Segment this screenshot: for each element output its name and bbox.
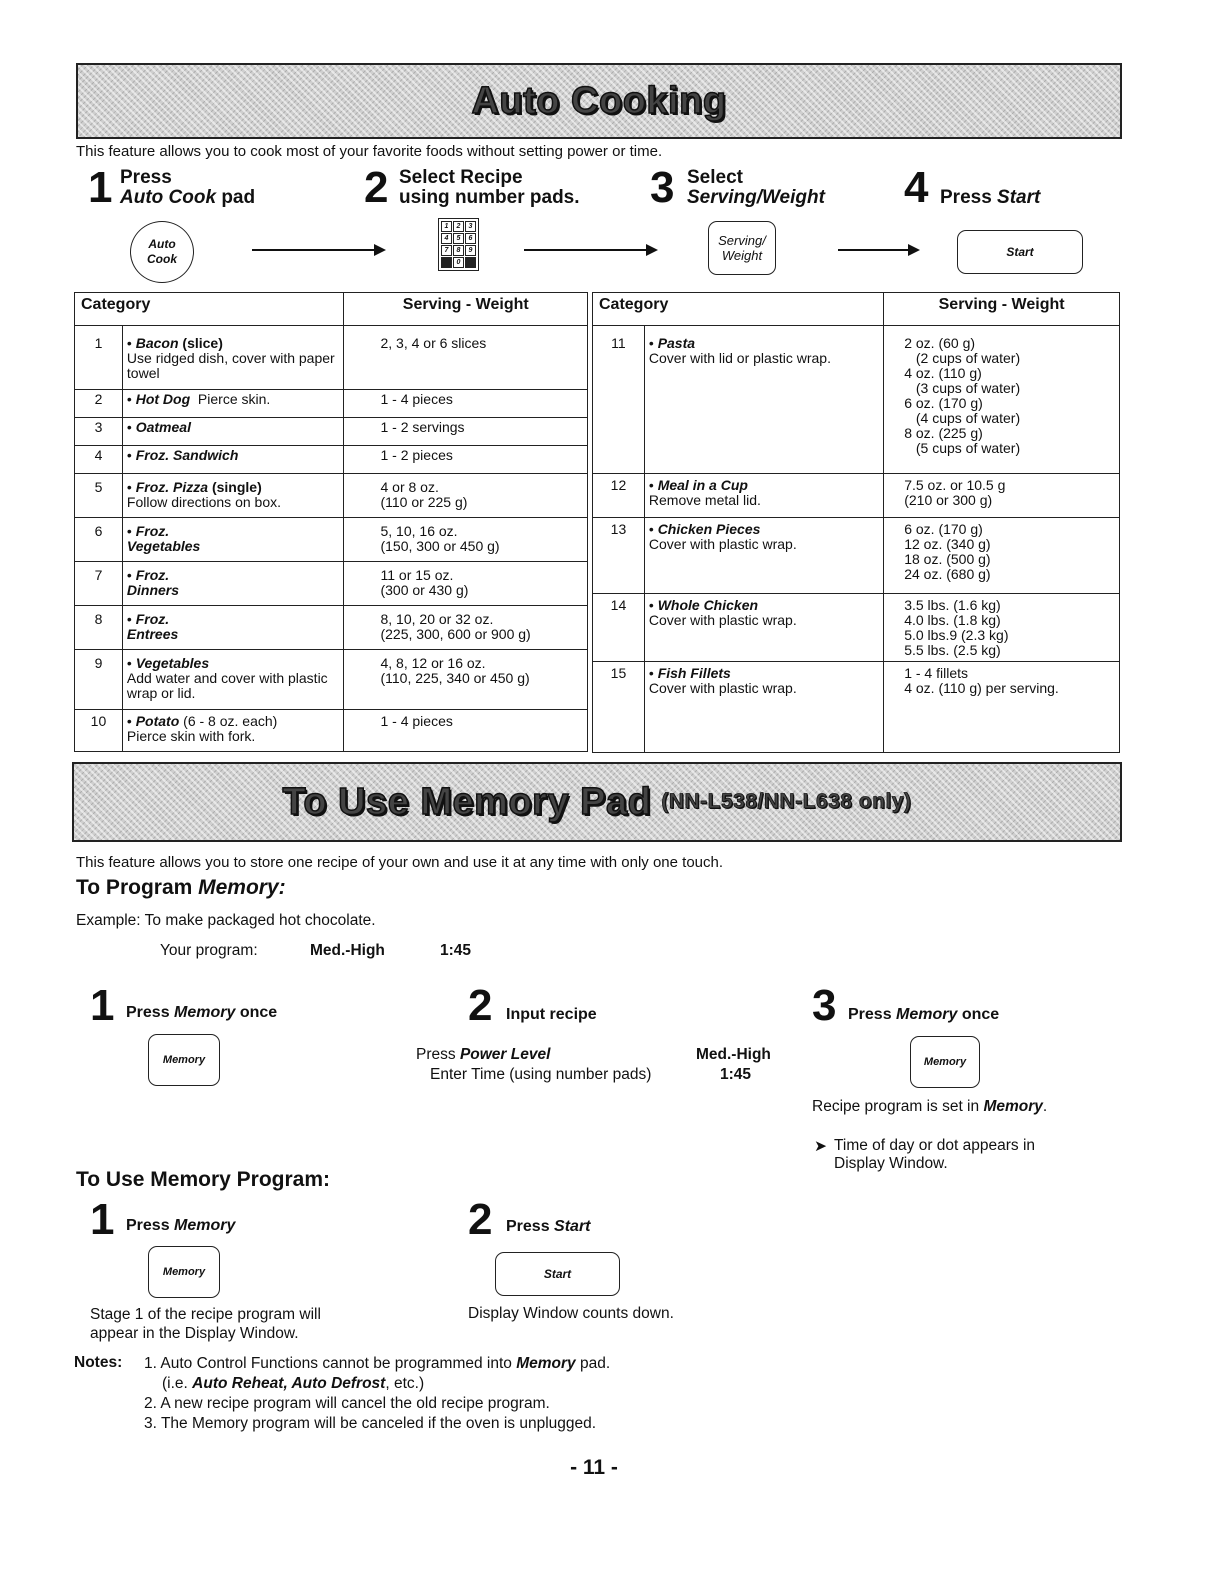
category-cell: • Meal in a Cup Remove metal lid. [644,474,883,518]
note-emph: Auto Reheat, Auto Defrost [192,1375,386,1392]
food-suffix: (slice) [178,335,223,351]
arrow-icon [838,249,918,251]
step-label-2: Serving/Weight [687,187,825,208]
set-text: Recipe program is set in [812,1098,984,1115]
step2-time-value: 1:45 [720,1066,752,1083]
note-2: 2. A new recipe program will cancel the old recipe program. [144,1395,550,1412]
set-emph: Memory [983,1098,1043,1115]
auto-cook-button[interactable] [130,221,194,283]
auto-cook-label-2: Cook [147,252,177,266]
food-name: Froz. Vegetables [126,523,201,554]
food-name: Fish Fillets [657,665,731,681]
row-number: 11 [593,326,645,474]
step-text: once [235,1004,278,1021]
program-memory-title [76,876,286,900]
step-emph: Memory [174,1217,236,1234]
notes-list [144,1354,610,1434]
memory-step-1-label [126,1004,277,1022]
food-name: Potato [135,713,180,729]
food-suffix: (6 - 8 oz. each) [179,713,278,729]
keypad-key[interactable]: 9 [465,245,476,256]
food-note: Cover with plastic wrap. [648,536,797,552]
row-number: 1 [75,326,123,390]
keypad-key[interactable]: 8 [453,245,464,256]
category-cell: • Whole Chicken Cover with plastic wrap. [644,594,883,662]
program-time: 1:45 [440,942,472,959]
step-label-emph: Auto Cook [120,187,217,208]
note-text: (i.e. [162,1375,193,1392]
row-number: 4 [75,446,123,474]
step-text: Press [126,1217,175,1234]
step-label: Press [120,167,172,188]
memory-button[interactable] [910,1036,980,1088]
weight-cell: 7.5 oz. or 10.5 g (210 or 300 g) [884,474,1120,518]
use-step-1-label [126,1217,235,1235]
food-name: Hot Dog [135,391,191,407]
food-note: Use ridged dish, cover with paper towel [126,350,335,381]
keypad-key[interactable]: 1 [441,221,452,232]
step-text: Press [506,1218,555,1235]
row-number: 14 [593,594,645,662]
auto-cook-label-1: Auto [148,237,176,251]
row-number: 15 [593,662,645,753]
food-note: Cover with lid or plastic wrap. [648,350,831,366]
food-note: Follow directions on box. [126,494,281,510]
arrow-icon [252,249,384,251]
category-cell: • Vegetables Add water and cover with plastic wrap or lid. [122,650,344,710]
page-number: - 11 - [570,1456,618,1479]
note-text: 1. Auto Control Functions cannot be programmed into [144,1355,517,1372]
step-emph: Memory [896,1006,958,1023]
weight-cell: 1 - 2 pieces [344,446,588,474]
pointer-arrow-icon: ➤ [814,1138,827,1155]
food-name: Bacon [135,335,179,351]
note-1 [144,1354,610,1374]
program-power: Med.-High [310,942,385,959]
food-name: Froz. Sandwich [135,447,239,463]
use-memory-title: To Use Memory Program: [76,1168,330,1191]
start-label: Start [1006,244,1034,259]
keypad-key[interactable]: 0 [453,257,464,268]
step-label-emph: Start [997,187,1041,208]
memory-pad-title: To Use Memory Pad [282,780,652,823]
memory-set-text: Recipe program is set in Memory. [812,1098,1048,1115]
header-serving: Serving - Weight [344,293,588,326]
weight-cell: 11 or 15 oz. (300 or 430 g) [344,562,588,606]
step-number: 1 [88,163,113,212]
serving-weight-button[interactable] [708,221,776,275]
category-cell: • Froz. Pizza (single) Follow directions on box. [122,474,344,518]
notes-label: Notes: [74,1354,123,1371]
weight-cell: 1 - 2 servings [344,418,588,446]
note-emph: Memory [516,1355,576,1372]
step-label: Press [940,187,998,208]
step-text: once [957,1006,1000,1023]
step-text: Press [126,1004,175,1021]
category-cell: • Pasta Cover with lid or plastic wrap. [644,326,883,474]
step-label-tail: pad [216,187,256,208]
keypad-key[interactable]: 5 [453,233,464,244]
keypad-key[interactable]: 6 [465,233,476,244]
weight-cell: 1 - 4 pieces [344,390,588,418]
memory-pad-subtitle: (NN-L538/NN-L638 only) [661,790,912,813]
program-title-text: To Program [76,876,199,899]
food-name: Whole Chicken [657,597,759,613]
start-label: Start [543,1266,572,1281]
use-step-2-note: Display Window counts down. [468,1305,674,1322]
row-number: 3 [75,418,123,446]
step-number: 2 [364,163,389,212]
step-label: Select Recipe [399,167,523,188]
auto-cooking-intro: This feature allows you to cook most of your favorite foods without setting power or time. [76,143,663,160]
food-name: Vegetables [135,655,210,671]
memory-step-3-label [848,1006,999,1024]
memory-step-2-number: 2 [468,981,493,1030]
memory-tip [814,1137,1035,1173]
use-step-2-number: 2 [468,1195,493,1244]
food-suffix: (single) [208,479,262,495]
row-number: 12 [593,474,645,518]
serving-label-1: Serving/ [718,233,766,248]
food-name: Meal in a Cup [657,477,748,493]
keypad-key[interactable] [441,257,452,268]
category-cell: • Potato (6 - 8 oz. each) Pierce skin with fork. [122,710,344,752]
keypad-key[interactable]: 3 [465,221,476,232]
row-number: 13 [593,518,645,594]
category-cell: • Hot Dog Pierce skin. [122,390,344,418]
food-name: Froz. Dinners [126,567,180,598]
food-name: Froz. Entrees [126,611,179,642]
row-number: 10 [75,710,123,752]
auto-cooking-banner [76,63,1122,139]
category-cell: • Froz. Dinners [122,562,344,606]
use-step-2-label [506,1218,591,1236]
note-text: , etc.) [385,1375,425,1392]
row-number: 2 [75,390,123,418]
arrow-icon [524,249,656,251]
note-1-cont [162,1374,610,1394]
keypad-key[interactable]: 4 [441,233,452,244]
weight-cell: 5, 10, 16 oz. (150, 300 or 450 g) [344,518,588,562]
step-text: Press [416,1046,460,1063]
weight-cell: 8, 10, 20 or 32 oz. (225, 300, 600 or 900 g) [344,606,588,650]
category-table-left [74,292,588,752]
keypad-key[interactable]: 2 [453,221,464,232]
auto-cooking-title: Auto Cooking [471,79,727,122]
header-category: Category [593,293,884,326]
step-text: Press [848,1006,897,1023]
memory-button[interactable] [148,1246,220,1298]
start-button[interactable] [495,1252,620,1296]
weight-cell: 2, 3, 4 or 6 slices [344,326,588,390]
weight-cell: 1 - 4 fillets 4 oz. (110 g) per serving. [884,662,1120,753]
weight-cell: 2 oz. (60 g) (2 cups of water) 4 oz. (110 g) (3 cups of water) 6 oz. (170 g) (4 cups of water) 8 oz. (225 g) (5 cups of water) [884,326,1120,474]
step-number: 3 [650,163,675,212]
food-note: Remove metal lid. [648,492,761,508]
weight-cell: 4 or 8 oz. (110 or 225 g) [344,474,588,518]
your-program-label: Your program: [160,942,258,959]
food-note: Add water and cover with plastic wrap or lid. [126,670,328,701]
weight-cell: 4, 8, 12 or 16 oz. (110, 225, 340 or 450 g) [344,650,588,710]
program-title-emph: Memory: [198,876,286,899]
weight-cell: 1 - 4 pieces [344,710,588,752]
food-note: Cover with plastic wrap. [648,612,797,628]
note-3: 3. The Memory program will be canceled if the oven is unplugged. [144,1415,597,1432]
start-button[interactable] [957,230,1083,274]
row-number: 5 [75,474,123,518]
memory-button-label: Memory [923,1055,967,1068]
food-name: Froz. Pizza [135,479,209,495]
category-cell: • Fish Fillets Cover with plastic wrap. [644,662,883,753]
row-number: 7 [75,562,123,606]
step-emph: Memory [174,1004,236,1021]
food-note: Pierce skin with fork. [126,728,256,744]
category-cell: • Oatmeal [122,418,344,446]
use-step-1-note: Stage 1 of the recipe program will appear in the Display Window. [90,1306,321,1342]
category-cell: • Bacon (slice) Use ridged dish, cover with paper towel [122,326,344,390]
food-name: Chicken Pieces [657,521,761,537]
row-number: 9 [75,650,123,710]
food-name: Oatmeal [135,419,191,435]
memory-button[interactable] [148,1034,220,1086]
category-cell: • Froz. Entrees [122,606,344,650]
memory-intro: This feature allows you to store one recipe of your own and use it at any time with only one touch. [76,854,724,871]
use-step-1-number: 1 [90,1195,115,1244]
step-emph: Power Level [459,1046,551,1063]
category-cell: • Froz. Vegetables [122,518,344,562]
step-label: Select [687,167,743,188]
weight-cell: 6 oz. (170 g) 12 oz. (340 g) 18 oz. (500 g) 24 oz. (680 g) [884,518,1120,594]
tip-text: Time of day or dot appears in Display Window. [834,1137,1036,1172]
row-number: 6 [75,518,123,562]
memory-pad-banner [72,762,1122,842]
keypad-key[interactable]: 7 [441,245,452,256]
example-text: Example: To make packaged hot chocolate. [76,912,376,929]
food-suffix: Pierce skin. [190,391,271,407]
step2-power-value: Med.-High [696,1046,771,1063]
header-serving: Serving - Weight [884,293,1120,326]
category-cell: • Chicken Pieces Cover with plastic wrap. [644,518,883,594]
step2-line1 [416,1046,550,1064]
step2-line2: Enter Time (using number pads) [430,1066,652,1083]
step-number: 4 [904,163,929,212]
category-cell: • Froz. Sandwich [122,446,344,474]
memory-step-2-label: Input recipe [506,1006,597,1023]
memory-step-3-number: 3 [812,981,837,1030]
row-number: 8 [75,606,123,650]
food-note: Cover with plastic wrap. [648,680,797,696]
step-emph: Start [554,1218,591,1235]
memory-button-label: Memory [162,1265,206,1278]
header-category: Category [75,293,344,326]
note-text: pad. [575,1355,611,1372]
step-label-2: using number pads. [399,187,580,208]
keypad-key[interactable] [465,257,476,268]
serving-label-2: Weight [721,248,763,263]
memory-step-1-number: 1 [90,981,115,1030]
category-table-right [592,292,1120,753]
food-name: Pasta [657,335,696,351]
number-keypad[interactable] [438,218,479,271]
memory-button-label: Memory [162,1053,206,1066]
weight-cell: 3.5 lbs. (1.6 kg) 4.0 lbs. (1.8 kg) 5.0 lbs.9 (2.3 kg) 5.5 lbs. (2.5 kg) [884,594,1120,662]
